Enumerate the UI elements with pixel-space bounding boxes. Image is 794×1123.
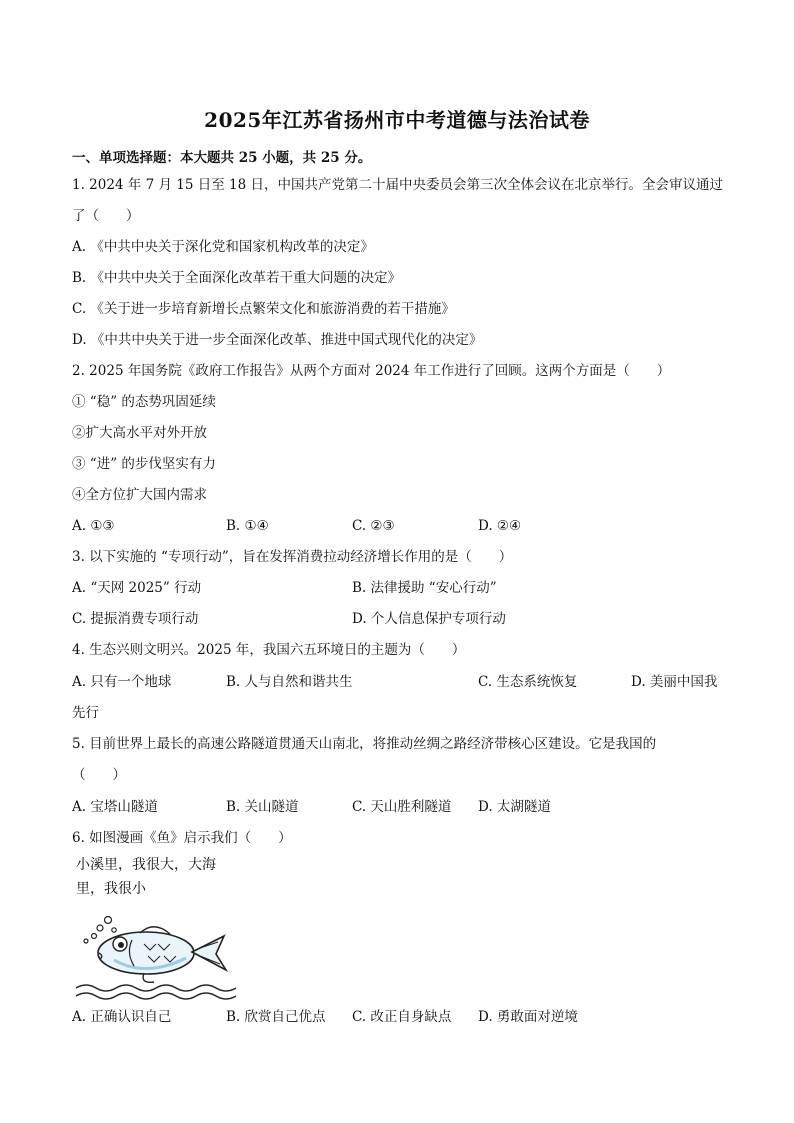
- q4-option-d: D. 美丽中国我: [631, 674, 718, 690]
- q1-option-b: B. 《中共中央关于全面深化改革若干重大问题的决定》: [72, 270, 402, 286]
- q4-stem: 4. 生态兴则文明兴。2025 年，我国六五环境日的主题为（ ）: [72, 642, 466, 658]
- fish-cartoon-image: [74, 908, 238, 1000]
- q2-option-b: B. ①④: [226, 518, 269, 534]
- q4-option-d-wrap: 先行: [72, 705, 99, 721]
- q1-option-a: A. 《中共中央关于深化党和国家机构改革的决定》: [72, 239, 374, 255]
- q5-option-c: C. 天山胜利隧道: [352, 799, 452, 815]
- q4-option-a: A. 只有一个地球: [72, 674, 172, 690]
- q3-option-d: D. 个人信息保护专项行动: [352, 611, 506, 627]
- q2-item-3: ③ “进” 的步伐坚实有力: [72, 456, 216, 472]
- q3-option-c: C. 提振消费专项行动: [72, 611, 199, 627]
- q2-item-4: ④全方位扩大国内需求: [72, 487, 207, 503]
- q2-option-c: C. ②③: [352, 518, 395, 534]
- cartoon-caption-line2: 里，我很小: [76, 881, 146, 897]
- q6-option-d: D. 勇敢面对逆境: [478, 1009, 578, 1025]
- q5-stem-line2: （ ）: [72, 767, 126, 783]
- q3-option-b: B. 法律援助 “安心行动”: [352, 580, 497, 596]
- exam-title: 2025年江苏省扬州市中考道德与法治试卷: [204, 108, 590, 132]
- q6-option-c: C. 改正自身缺点: [352, 1009, 452, 1025]
- q5-stem-line1: 5. 目前世界上最长的高速公路隧道贯通天山南北，将推动丝绸之路经济带核心区建设。它是我国的: [72, 736, 657, 752]
- q3-option-a: A. “天网 2025” 行动: [72, 580, 202, 596]
- cartoon-caption-line1: 小溪里，我很大，大海: [76, 857, 216, 873]
- section-heading: 一、单项选择题：本大题共 25 小题，共 25 分。: [72, 150, 372, 166]
- q1-option-c: C. 《关于进一步培育新增长点繁荣文化和旅游消费的若干措施》: [72, 301, 455, 317]
- q4-option-b: B. 人与自然和谐共生: [226, 674, 353, 690]
- q5-option-d: D. 太湖隧道: [478, 799, 551, 815]
- q1-stem-line1: 1. 2024 年 7 月 15 日至 18 日，中国共产党第二十届中央委员会第三次全体会议在北京举行。全会审议通过: [72, 177, 724, 193]
- q1-stem-line2: 了（ ）: [72, 208, 140, 224]
- q2-item-1: ① “稳” 的态势巩固延续: [72, 394, 216, 410]
- q2-option-d: D. ②④: [478, 518, 522, 534]
- q6-stem: 6. 如图漫画《鱼》启示我们（ ）: [72, 830, 292, 846]
- q5-option-b: B. 关山隧道: [226, 799, 299, 815]
- q2-stem: 2. 2025 年国务院《政府工作报告》从两个方面对 2024 年工作进行了回顾。这两个方面是（ ）: [72, 363, 671, 379]
- q5-option-a: A. 宝塔山隧道: [72, 799, 158, 815]
- q1-option-d: D. 《中共中央关于进一步全面深化改革、推进中国式现代化的决定》: [72, 332, 483, 348]
- q3-stem: 3. 以下实施的 “专项行动”，旨在发挥消费拉动经济增长作用的是（ ）: [72, 549, 513, 565]
- q6-option-b: B. 欣赏自己优点: [226, 1009, 326, 1025]
- q4-option-c: C. 生态系统恢复: [478, 674, 578, 690]
- q2-item-2: ②扩大高水平对外开放: [72, 425, 207, 441]
- q2-option-a: A. ①③: [72, 518, 115, 534]
- q6-option-a: A. 正确认识自己: [72, 1009, 172, 1025]
